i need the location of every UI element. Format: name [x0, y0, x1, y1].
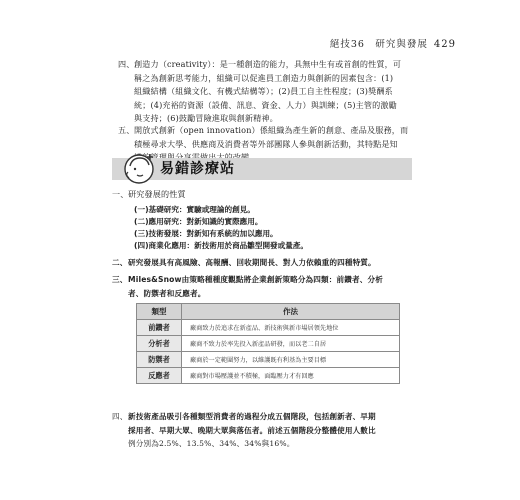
item-rd-traits — [112, 256, 422, 270]
header-title: 絕技36 研究與發展 — [329, 39, 428, 50]
line: 例分別為2.5%、13.5%、34%、34%與16%。 — [128, 439, 295, 449]
cell-type: 前鑽者 — [137, 320, 182, 336]
line: 開放式創新（open innovation）係組織為產生新的創意、產品及服務，而 — [134, 125, 409, 135]
item-adoption-stages — [112, 410, 412, 451]
table-row — [137, 352, 400, 368]
sub-item: (二)應用研究：對新知識的實際應用。 — [134, 217, 263, 226]
cell-desc: 廠商致力於追求在新產品、新技術與新市場居領先地位 — [182, 320, 400, 336]
table-row — [137, 320, 400, 336]
sub-list — [134, 204, 308, 252]
line: 組織結構（組織文化、有機式結構等）；(2)員工自主性程度；(3)獎酬系 — [134, 86, 393, 97]
running-header — [330, 36, 456, 50]
cell-type: 分析者 — [137, 336, 182, 352]
cell-desc: 廠商不致力於率先投入新產品研發，而以老二自居 — [182, 336, 400, 352]
page-number: 429 — [433, 39, 456, 50]
header-method: 作法 — [182, 304, 400, 320]
item-number: 二、 — [112, 258, 128, 267]
item-title: 研究發展的性質 — [128, 189, 186, 199]
line: 新技術產品吸引各種類型消費者的過程分成五個階段，包括創新者、早期 — [128, 412, 376, 421]
item-number: 五、 — [118, 125, 135, 135]
header-type: 類型 — [137, 304, 182, 320]
cell-desc: 廠商於一定範圍努力，以維護既有利基為主要目標 — [182, 352, 400, 368]
line: 者、防禦者和反應者。 — [128, 288, 206, 298]
sub-item: (四)商業化應用：新技術用於商品雛型開發或量產。 — [134, 241, 309, 250]
sub-item: (一)基礎研究：實驗或理論的創見。 — [134, 205, 255, 214]
cell-type: 防禦者 — [137, 352, 182, 368]
line: 統；(4)充裕的資源（設備、訊息、資金、人力）與訓練；(5)主管的激勵 — [134, 99, 397, 110]
item-miles-snow — [112, 273, 412, 300]
item-research-nature — [112, 188, 412, 202]
cell-desc: 廠商對市場壓護並不積極，面臨壓力才有回應 — [182, 368, 400, 384]
line: Miles&Snow由策略種種度觀點將企業創新策略分為四類：前鑽者、分析 — [128, 275, 383, 284]
item-number: 四、 — [118, 59, 135, 69]
doctor-head-icon — [120, 148, 160, 188]
paragraph-creativity — [118, 58, 410, 126]
strategy-table — [136, 303, 400, 384]
item-text: 研究發展具有高風險、高報酬、回收期間長、對人力依賴重的四種特質。 — [128, 258, 376, 267]
section-title: 易錯診療站 — [160, 161, 235, 177]
line — [128, 424, 412, 438]
cell-type: 反應者 — [137, 368, 182, 384]
line: 積極尋求大學、供應商及消費者等外部團隊人參與創新活動，其特點是知 — [134, 138, 398, 149]
item-number: 四、 — [112, 412, 128, 421]
line-bold-part: 採用者、早期大眾、晚期大眾與落伍者。前述五個階段分整體使用人數比 — [128, 425, 376, 435]
item-number: 一、 — [112, 189, 129, 199]
table-row — [137, 368, 400, 384]
table-row — [137, 336, 400, 352]
line: 稱之為創新思考能力，組織可以促進員工創造力與創新的因素包含：(1) — [134, 72, 394, 83]
item-number: 三、 — [112, 275, 128, 284]
table-header-row — [137, 304, 400, 320]
sub-item: (三)技術發展：對新知有系統的加以應用。 — [134, 229, 278, 238]
line: 創造力（creativity）：是一種創造的能力，具無中生有或首創的性質，可 — [134, 59, 402, 69]
line: 與支持；(6)鼓勵冒險進取與創新精神。 — [134, 113, 278, 124]
